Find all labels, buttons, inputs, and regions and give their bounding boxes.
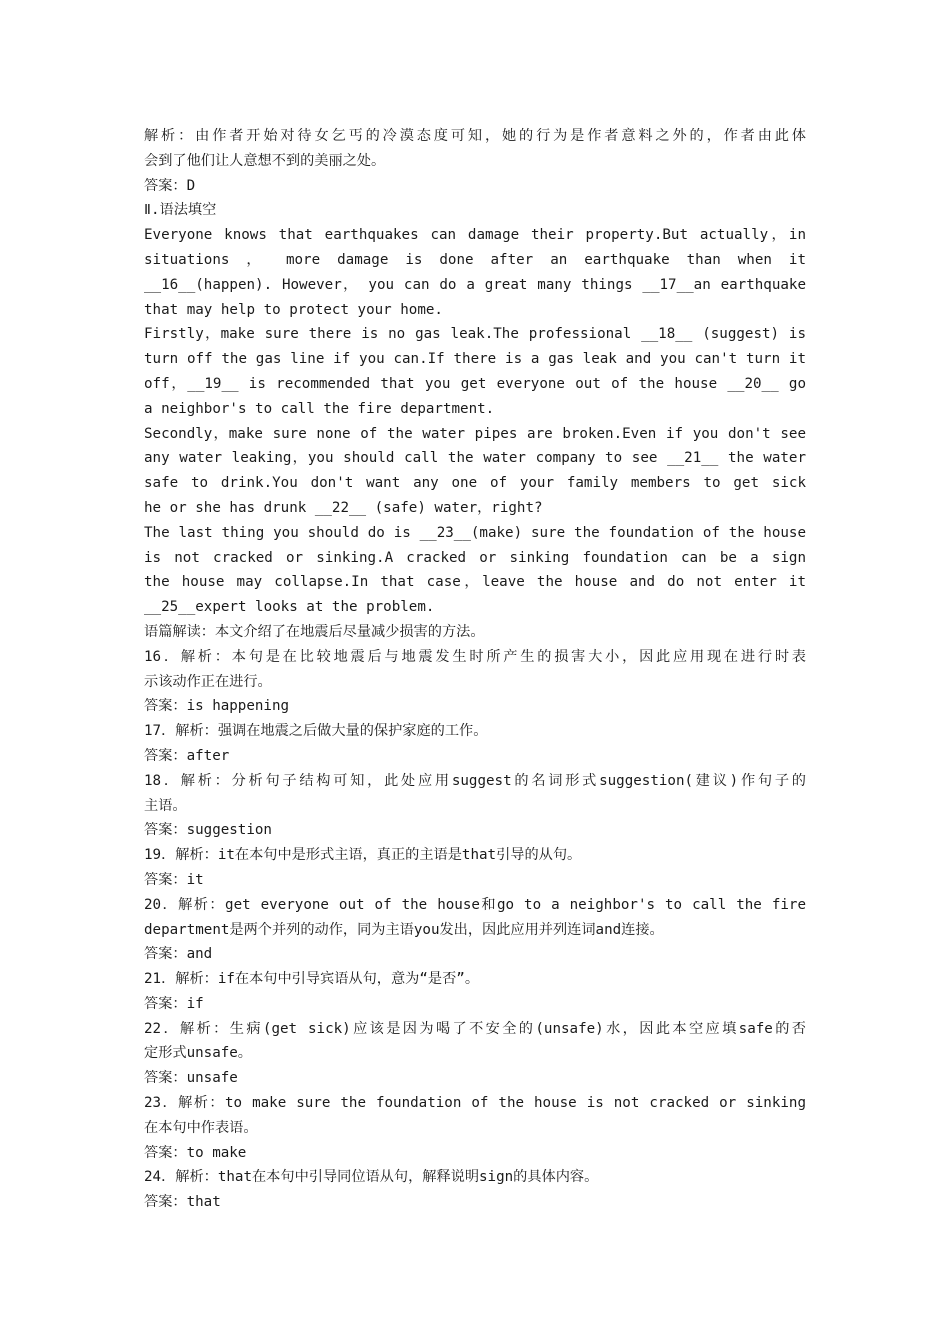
text-line: 定形式unsafe。 bbox=[144, 1045, 252, 1062]
answer-line: 答案：and bbox=[144, 946, 213, 963]
text-line: safe to drink.You don't want any one of your family members to get sick bbox=[144, 475, 806, 492]
text-line: 17．解析：强调在地震之后做大量的保护家庭的工作。 bbox=[144, 723, 488, 740]
text-line: 23．解析：to make sure the foundation of the house is not cracked or sinking bbox=[144, 1095, 806, 1112]
text-line: 21．解析：if在本句中引导宾语从句，意为“是否”。 bbox=[144, 971, 480, 988]
text-line: 解析：由作者开始对待女乞丐的冷漠态度可知，她的行为是作者意料之外的，作者由此体 bbox=[144, 128, 806, 144]
text-line: turn off the gas line if you can.If there is a gas leak and you can't turn it bbox=[144, 351, 806, 368]
text-line: a neighbor's to call the fire department. bbox=[144, 400, 495, 417]
text-line: the house may collapse.In that case，leave the house and do not enter it bbox=[144, 574, 806, 591]
text-line: any water leaking，you should call the water company to see __21__ the water bbox=[144, 450, 806, 467]
answer-line: 答案：to make bbox=[144, 1144, 247, 1161]
text-line: Firstly，make sure there is no gas leak.The professional __18__ (suggest) is bbox=[144, 326, 806, 343]
text-line: 19．解析：it在本句中是形式主语，真正的主语是that引导的从句。 bbox=[144, 847, 582, 864]
answer-line: 答案：that bbox=[144, 1194, 221, 1211]
text-line: 在本句中作表语。 bbox=[144, 1119, 258, 1136]
text-line: situations ， more damage is done after an earthquake than when it bbox=[144, 251, 806, 268]
text-line: off，__19__ is recommended that you get everyone out of the house __20__ go bbox=[144, 375, 806, 392]
text-line: department是两个并列的动作，同为主语you发出，因此应用并列连词and连接。 bbox=[144, 921, 664, 938]
answer-line: 答案：after bbox=[144, 747, 230, 764]
text-line: 18．解析：分析句子结构可知，此处应用suggest的名词形式suggestion(建议)作句子的 bbox=[144, 772, 806, 789]
text-line: 语篇解读：本文介绍了在地震后尽量减少损害的方法。 bbox=[144, 623, 485, 640]
section-heading: Ⅱ.语法填空 bbox=[144, 202, 217, 219]
text-line: __25__expert looks at the problem. bbox=[144, 599, 435, 616]
text-line: he or she has drunk __22__ (safe) water，right? bbox=[144, 499, 543, 516]
text-line: 主语。 bbox=[144, 797, 187, 814]
answer-line: 答案：if bbox=[144, 995, 204, 1012]
text-line: that may help to protect your home. bbox=[144, 301, 443, 318]
answer-line: 答案：is happening bbox=[144, 698, 290, 715]
answer-line: 答案：unsafe bbox=[144, 1070, 238, 1087]
text-line: Secondly，make sure none of the water pipes are broken.Even if you don't see bbox=[144, 425, 806, 442]
text-line: 22．解析：生病(get sick)应该是因为喝了不安全的(unsafe)水，因此本空应填safe的否 bbox=[144, 1020, 806, 1037]
answer-line: 答案：suggestion bbox=[144, 822, 272, 839]
text-line: 24．解析：that在本句中引导同位语从句，解释说明sign的具体内容。 bbox=[144, 1169, 599, 1186]
text-line: __16__(happen). However， you can do a great many things __17__an earthquake bbox=[144, 276, 806, 293]
answer-line: 答案：it bbox=[144, 871, 204, 888]
text-line: is not cracked or sinking.A cracked or sinking foundation can be a sign bbox=[144, 549, 806, 566]
text-line: 20．解析：get everyone out of the house和go to a neighbor's to call the fire bbox=[144, 896, 806, 913]
text-line: 示该动作正在进行。 bbox=[144, 673, 272, 690]
text-line: 16．解析：本句是在比较地震后与地震发生时所产生的损害大小，因此应用现在进行时表 bbox=[144, 648, 806, 665]
text-line: Everyone knows that earthquakes can damage their property.But actually，in bbox=[144, 227, 806, 244]
document-body bbox=[144, 124, 806, 1215]
text-line: The last thing you should do is __23__(make) sure the foundation of the house bbox=[144, 524, 806, 541]
text-line: 答案：D bbox=[144, 177, 196, 194]
text-line: 会到了他们让人意想不到的美丽之处。 bbox=[144, 152, 386, 169]
